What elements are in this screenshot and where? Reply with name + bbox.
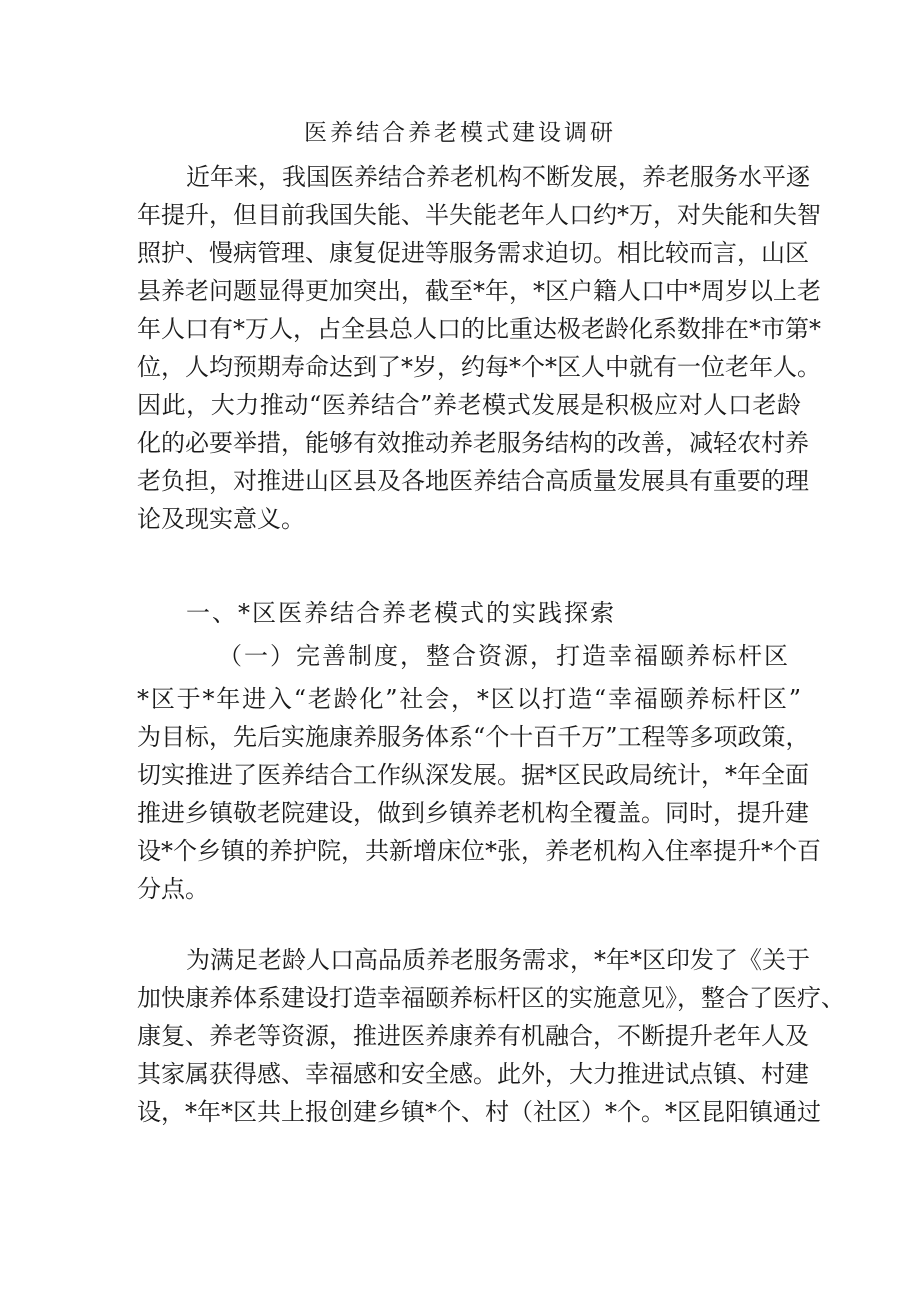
paragraph-line: 分点。 <box>137 875 209 903</box>
paragraph-line: 位，人均预期寿命达到了*岁，约每*个*区人中就有一位老年人。 <box>137 353 821 381</box>
paragraph-line: 年人口有*万人，占全县总人口的比重达极老龄化系数排在*市第* <box>137 315 821 343</box>
paragraph-line: 设*个乡镇的养护院，共新增床位*张，养老机构入住率提升*个百 <box>137 837 821 865</box>
paragraph-policy <box>137 680 821 908</box>
paragraph-line: 设，*年*区共上报创建乡镇*个、村（社区）*个。*区昆阳镇通过 <box>137 1098 821 1126</box>
paragraph-line: 因此，大力推动“医养结合”养老模式发展是积极应对人口老龄 <box>137 391 801 419</box>
paragraph-line: 为目标，先后实施康养服务体系“个十百千万”工程等多项政策， <box>137 723 810 751</box>
paragraph-line: 近年来，我国医养结合养老机构不断发展，养老服务水平逐 <box>186 163 810 191</box>
paragraph-line: 县养老问题显得更加突出，截至*年，*区户籍人口中*周岁以上老 <box>137 277 821 305</box>
paragraph-line: 康复、养老等资源，推进医养康养有机融合，不断提升老年人及 <box>137 1022 809 1050</box>
paragraph-line: 为满足老龄人口高品质养老服务需求，*年*区印发了《关于 <box>186 946 810 974</box>
paragraph-line: 老负担，对推进山区县及各地医养结合高质量发展具有重要的理 <box>137 467 809 495</box>
paragraph-intro <box>137 158 821 538</box>
paragraph-line: 化的必要举措，能够有效推动养老服务结构的改善，减轻农村养 <box>137 429 809 457</box>
paragraph-line: 推进乡镇敬老院建设，做到乡镇养老机构全覆盖。同时，提升建 <box>137 799 809 827</box>
document-title: 医养结合养老模式建设调研 <box>304 120 616 146</box>
paragraph-services <box>137 941 845 1131</box>
paragraph-line: 其家属获得感、幸福感和安全感。此外，大力推进试点镇、村建 <box>137 1060 809 1088</box>
subsection-heading: （一）完善制度，整合资源，打造幸福颐养标杆区 <box>218 642 790 670</box>
paragraph-line: 加快康养体系建设打造幸福颐养标杆区的实施意见》，整合了医疗、 <box>137 984 845 1012</box>
paragraph-line: 论及现实意义。 <box>137 505 305 533</box>
paragraph-line: *区于*年进入“老龄化”社会，*区以打造“幸福颐养标杆区” <box>137 685 801 713</box>
paragraph-line: 年提升，但目前我国失能、半失能老年人口约*万，对失能和失智 <box>137 201 821 229</box>
paragraph-line: 切实推进了医养结合工作纵深发展。据*区民政局统计，*年全面 <box>137 761 809 789</box>
section-heading: 一、*区医养结合养老模式的实践探索 <box>186 599 616 627</box>
paragraph-line: 照护、慢病管理、康复促进等服务需求迫切。相比较而言，山区 <box>137 239 809 267</box>
